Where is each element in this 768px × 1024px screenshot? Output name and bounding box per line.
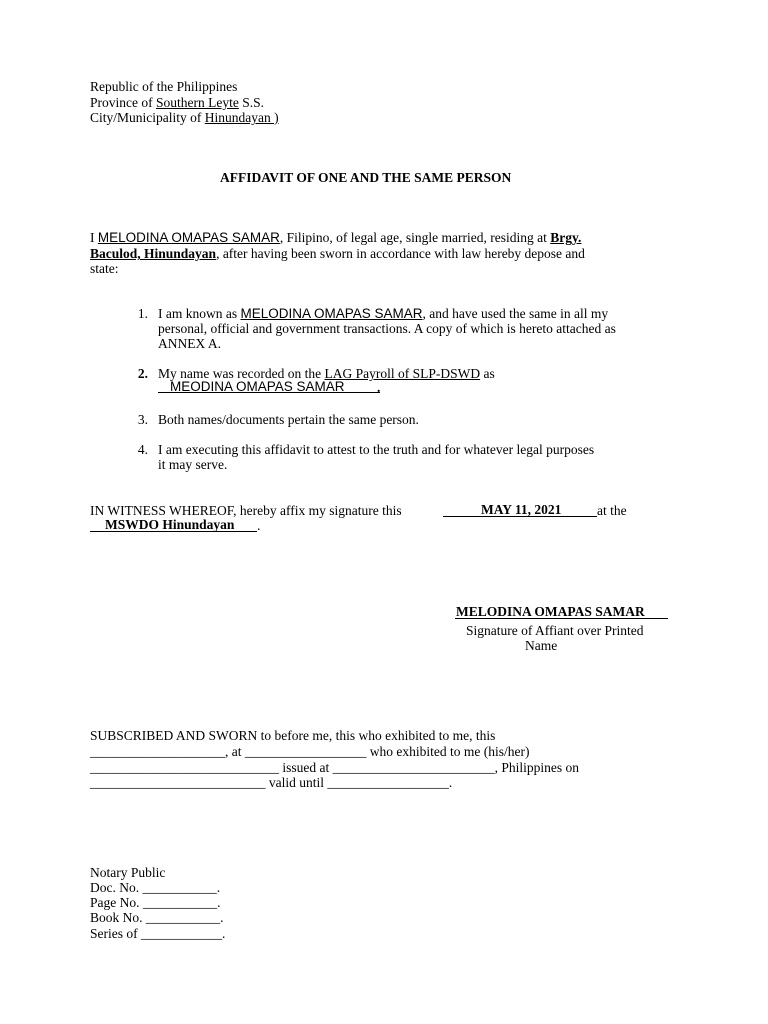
item1-line-2: personal, official and government transactions. A copy of which is hereto attached as [158, 321, 616, 336]
item2-end: . [377, 380, 381, 395]
item4-line-2: it may serve. [158, 457, 228, 472]
province-name: Southern Leyte [155, 95, 239, 110]
item1-line-3: ANNEX A. [158, 336, 221, 351]
item1-post: , and have used the same in all my [422, 306, 609, 321]
province-prefix: Province of [90, 95, 156, 110]
sworn-line-2: ____________________, at __________________ who exhibited to me (his/her) [90, 744, 530, 759]
notary-book-no: Book No. ___________. [90, 910, 224, 925]
signature-line [455, 618, 668, 619]
signature-caption-1: Signature of Affiant over Printed [466, 623, 644, 638]
notary-doc-no: Doc. No. ___________. [90, 880, 221, 895]
intro-rest: , after having been sworn in accordance with law hereby depose and [216, 246, 585, 261]
header-country: Republic of the Philippines [90, 79, 238, 94]
signature-caption-2: Name [525, 638, 558, 653]
item4-line-1: I am executing this affidavit to attest to the truth and for whatever legal purposes [158, 442, 595, 457]
intro-i: I [90, 230, 98, 245]
item3-text: Both names/documents pertain the same person. [158, 412, 419, 427]
document-title: AFFIDAVIT OF ONE AND THE SAME PERSON [220, 170, 512, 185]
header-city [90, 110, 279, 126]
notary-title: Notary Public [90, 865, 166, 880]
item-number: 3. [137, 412, 148, 427]
sworn-line-3: ____________________________ issued at ________________________, Philippines on [90, 760, 579, 775]
item1-name: MELODINA OMAPAS SAMAR [240, 306, 423, 321]
affiant-name: MELODINA OMAPAS SAMAR [97, 230, 280, 245]
city-name: Hinundayan ) [204, 110, 279, 125]
notary-series: Series of ____________. [90, 926, 226, 941]
item-number: 1. [137, 306, 148, 321]
intro-mid: , Filipino, of legal age, single married, residing at [279, 230, 551, 245]
item1-pre: I am known as [158, 306, 241, 321]
item-number: 2. [137, 366, 148, 381]
item1-line-1 [158, 306, 608, 322]
item2-name: MEODINA OMAPAS SAMAR [170, 379, 345, 394]
province-suffix: S.S. [238, 95, 264, 110]
witness-end: . [257, 518, 261, 533]
intro-line-1 [90, 230, 581, 246]
address-part-1: Brgy. [550, 230, 582, 245]
item-number: 4. [137, 442, 148, 457]
intro-line-2 [90, 246, 585, 262]
notary-page-no: Page No. ___________. [90, 895, 221, 910]
sworn-line-1: SUBSCRIBED AND SWORN to before me, this who exhibited to me, this [90, 728, 496, 743]
intro-line-3: state: [90, 261, 119, 276]
witness-place: MSWDO Hinundayan [105, 517, 235, 532]
witness-date: MAY 11, 2021 [481, 502, 562, 517]
item2-payroll: LAG Payroll of SLP-DSWD [324, 366, 481, 381]
witness-pre: IN WITNESS WHEREOF, hereby affix my signature this [90, 503, 402, 518]
sworn-line-4: __________________________ valid until __________________. [90, 775, 453, 790]
header-province [90, 95, 264, 111]
item2-post: as [480, 366, 495, 381]
city-prefix: City/Municipality of [90, 110, 205, 125]
signature-name: MELODINA OMAPAS SAMAR [456, 604, 645, 619]
item2-pre: My name was recorded on the [158, 366, 325, 381]
witness-post: at the [597, 503, 627, 518]
address-part-2: Baculod, Hinundayan [90, 246, 217, 261]
